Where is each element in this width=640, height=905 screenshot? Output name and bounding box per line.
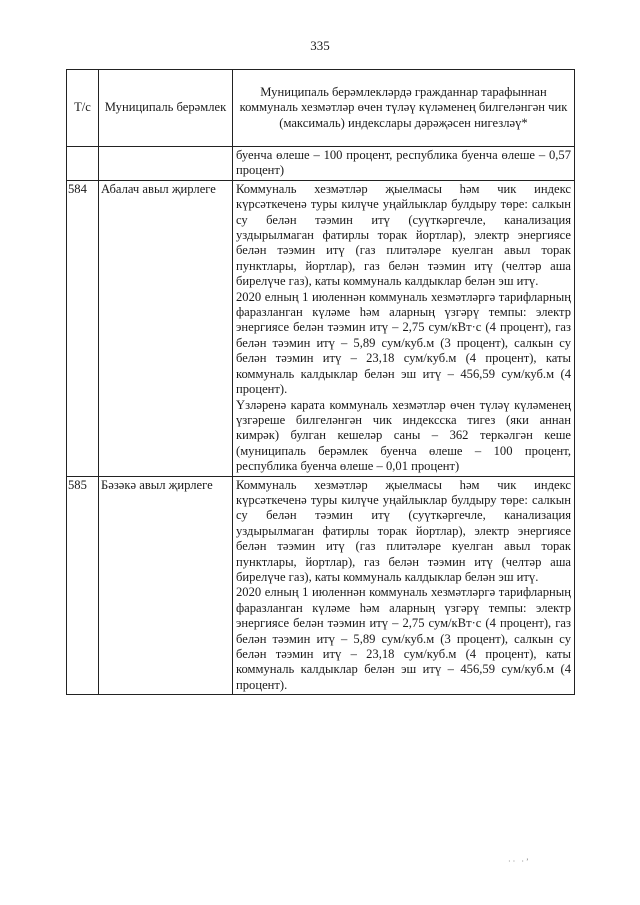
paragraph: Үзләренә карата коммуналь хезмәтләр өчен түләү күләменең үзгәреше билгеләнгән чик индексска тигез (яки аннан кимрәк) булган кешеләр саны – 362 теркәлгән кеше (муниципаль берәмлек буенча өлеше – 100 процент, республика буенча өлеше – 0,01 процент) [236, 397, 571, 474]
paragraph: Коммуналь хезмәтләр җыелмасы һәм чик индекс күрсәткеченә туры килүче уңайлыклар булдыру төре: салкын су белән тәэмин итү (суүткәргечле, канализация уздырылмаган фатирлы торак йортлар), электр энергиясе белән тәэмин итү (газ плитәләре куелган авыл торак пунктлары, йортлар), газ белән тәэмин итү (челтәр аша бирелүче газ), каты коммуналь калдыклар белән эш итү. [236, 477, 571, 584]
header-description: Муниципаль берәмлекләрдә гражданнар тарафыннан коммуналь хезмәтләр өчен түләү күләменең билгеләнгән чик (максималь) индекслары дәрәҗәсен нигезләү* [233, 70, 575, 147]
continuation-municipality-cell [99, 147, 233, 181]
indices-table [66, 69, 575, 695]
page-number: 335 [310, 38, 330, 53]
continuation-text: буенча өлеше – 100 процент, республика буенча өлеше – 0,57 процент) [236, 148, 571, 178]
row-municipality: Абалач авыл җирлеге [99, 180, 233, 476]
row-number: 584 [67, 180, 99, 476]
continuation-text-cell [233, 147, 575, 181]
table-row [67, 180, 575, 476]
continuation-num-cell [67, 147, 99, 181]
continuation-row [67, 147, 575, 181]
row-municipality: Бәзәкә авыл җирлеге [99, 476, 233, 695]
row-description [233, 180, 575, 476]
paragraph: Коммуналь хезмәтләр җыелмасы һәм чик индекс күрсәткеченә туры килүче уңайлыклар булдыру төре: салкын су белән тәэмин итү (суүткәргечле, канализация уздырылмаган фатирлы торак йортлар), электр энергиясе белән тәэмин итү (газ плитәләре куелган авыл торак пунктлары, йортлар), газ белән тәэмин итү (челтәр аша бирелүче газ), каты коммуналь калдыклар белән эш итү. [236, 181, 571, 289]
scan-mark: ·· ·ʼ [508, 857, 531, 866]
row-description [233, 476, 575, 695]
paragraph: 2020 елның 1 июленнән коммуналь хезмәтләргә тарифларның фаразланган күләме һәм аларның үзгәрү темпы: электр энергиясе белән тәэмин итү – 2,75 сум/кВт·с (4 процент), газ белән тәэмин итү – 5,89 сум/куб.м (3 процент), салкын су белән тәэмин итү – 23,18 сум/куб.м (4 процент), каты коммуналь калдыклар белән эш итү – 456,59 сум/куб.м (4 процент). [236, 585, 571, 692]
table-row [67, 476, 575, 695]
table-header-row [67, 70, 575, 147]
row-number: 585 [67, 476, 99, 695]
paragraph: 2020 елның 1 июленнән коммуналь хезмәтләргә тарифларның фаразланган күләме һәм аларның үзгәрү темпы: электр энергиясе белән тәэмин итү – 2,75 сум/кВт·с (4 процент), газ белән тәэмин итү – 5,89 сум/куб.м (3 процент), салкын су белән тәэмин итү – 23,18 сум/куб.м (4 процент), каты коммуналь калдыклар белән эш итү – 456,59 сум/куб.м (4 процент). [236, 289, 571, 397]
header-municipality: Муниципаль берәмлек [99, 70, 233, 147]
header-num: Т/с [67, 70, 99, 147]
